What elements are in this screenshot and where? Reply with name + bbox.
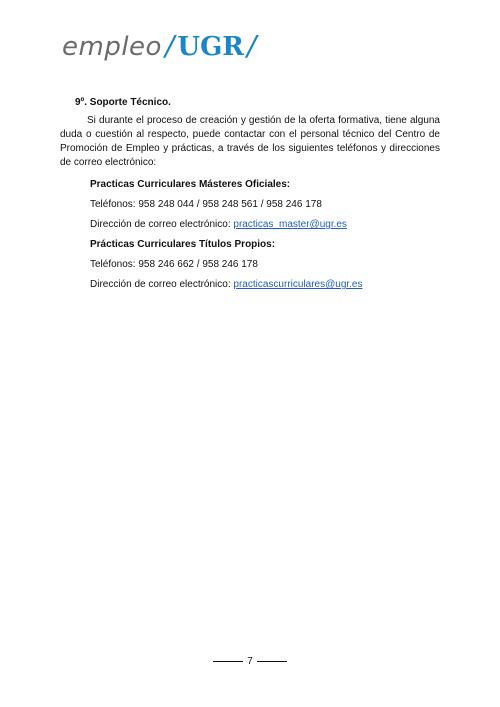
section-paragraph: Si durante el proceso de creación y gestión de la oferta formativa, tiene alguna duda o cuestión al respecto, puede contactar con el personal técnico del Centro de Promoción de Empleo y prácticas, a través de los siguientes teléfonos y direcciones de correo electrónico:	[60, 115, 440, 168]
contact-title: Practicas Curriculares Másteres Oficiales:	[90, 179, 291, 190]
email-label: Dirección de correo electrónico:	[90, 279, 231, 290]
phones-label: Teléfonos:	[90, 259, 136, 270]
phones-value: 958 246 662 / 958 246 178	[138, 259, 258, 270]
logo-word: empleo	[62, 32, 162, 62]
phones-value: 958 248 044 / 958 248 561 / 958 246 178	[138, 199, 322, 210]
phones-line	[90, 198, 440, 212]
contact-block-titulos	[90, 238, 440, 292]
document-body	[60, 96, 440, 298]
page-footer	[0, 656, 500, 667]
contact-block-masters	[90, 178, 440, 232]
section-heading: 9º. Soporte Técnico.	[75, 97, 171, 108]
logo-brand: UGR	[177, 32, 244, 62]
footer-rule	[257, 661, 287, 662]
footer-rule	[213, 661, 243, 662]
phones-label: Teléfonos:	[90, 199, 136, 210]
logo-slash: /	[246, 29, 257, 62]
empleo-ugr-logo	[62, 30, 259, 62]
email-line	[90, 218, 440, 232]
logo-slash: /	[164, 29, 175, 62]
email-label: Dirección de correo electrónico:	[90, 219, 231, 230]
page-number: 7	[247, 656, 253, 667]
email-link[interactable]: practicascurriculares@ugr.es	[233, 279, 363, 290]
email-link[interactable]: practicas_master@ugr.es	[233, 219, 347, 230]
email-line	[90, 278, 440, 292]
contact-title: Prácticas Curriculares Títulos Propios:	[90, 239, 276, 250]
phones-line	[90, 258, 440, 272]
